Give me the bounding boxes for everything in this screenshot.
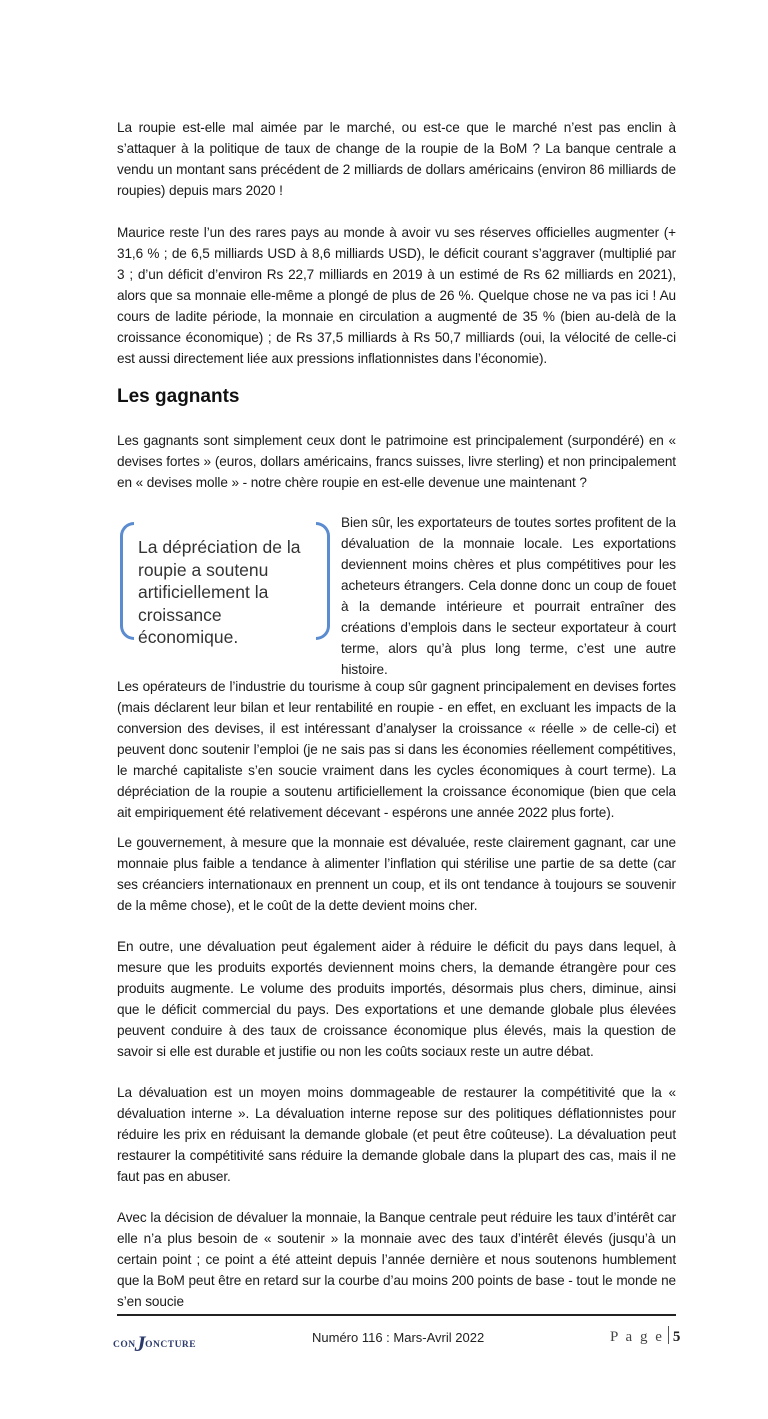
- paragraph-roupie-marche: La roupie est-elle mal aimée par le marché, ou est-ce que le marché n’est pas enclin à s’attaquer à la politique de taux de change de la roupie de la BoM ? La banque centrale a vendu un montant sans précédent de 2 milliards de dollars américains (environ 86 milliards de roupies) depuis mars 2020 !: [117, 120, 676, 198]
- paragraph-gouvernement: Le gouvernement, à mesure que la monnaie est dévaluée, reste clairement gagnant, car une monnaie plus faible a tendance à alimenter l’inflation qui stérilise une partie de sa dette (car ses créanciers internationaux en prennent un coup, et ils ont tendance à toujours se souvenir de la même chose), et le coût de la dette devient moins cher.: [117, 835, 676, 913]
- paragraph-deficit: En outre, une dévaluation peut également aider à réduire le déficit du pays dans lequel, à mesure que les produits exportés deviennent moins chers, la demande étrangère pour ces produits augmente. Le volume des produits importés, désormais plus chers, diminue, ainsi que le déficit commercial du pays. Des exportations et une demande globale plus élevées peuvent conduire à des taux de croissance économique plus élevés, mais la question de savoir si elle est durable et justifie ou non les coûts sociaux reste un autre débat.: [117, 939, 676, 1059]
- footer-divider: [117, 1314, 676, 1316]
- logo-text-prefix: CON: [113, 1340, 136, 1350]
- section-heading: Les gagnants: [117, 386, 240, 407]
- left-bracket-decoration: [120, 522, 134, 640]
- pull-quote: [120, 522, 330, 647]
- right-bracket-decoration: [316, 522, 330, 640]
- conjoncture-logo: [113, 1327, 197, 1356]
- page-number: 5: [672, 1329, 681, 1345]
- logo-text-suffix: ONCTURE: [145, 1340, 197, 1350]
- page-label: P a g e: [610, 1329, 664, 1345]
- paragraph-tourisme: Les opérateurs de l’industrie du tourisme à coup sûr gagnent principalement en devises fortes (mais déclarent leur bilan et leur rentabilité en roupie - en effet, en excluant les impacts de la conversion des devises, il est intéressant d’analyser la croissance « réelle » de celle-ci) et peuvent donc soutenir l’emploi (je ne sais pas si dans les économies réellement compétitives, le marché capitaliste s’en soucie vraiment dans les cycles économiques à court terme). La dépréciation de la roupie a soutenu artificiellement la croissance économique (bien que cela ait empiriquement été relativement décevant - espérons une année 2022 plus forte).: [117, 679, 676, 820]
- page-indicator: [610, 1326, 680, 1346]
- issue-label: Numéro 116 : Mars-Avril 2022: [312, 1330, 485, 1345]
- page-separator: [668, 1326, 669, 1344]
- paragraph-maurice-reserves: Maurice reste l’un des rares pays au monde à avoir vu ses réserves officielles augmenter (+ 31,6 % ; de 6,5 milliards USD à 8,6 milliards USD), le déficit courant s’aggraver (multiplié par 3 ; d’un déficit d’environ Rs 22,7 milliards en 2019 à un estimé de Rs 62 milliards en 2021), alors que sa monnaie elle-même a plongé de plus de 26 %. Quelque chose ne va pas ici ! Au cours de ladite période, la monnaie en circulation a augmenté de 35 % (bien au-delà de la croissance économique) ; de Rs 37,5 milliards à Rs 50,7 milliards (oui, la vélocité de celle-ci est aussi directement liée aux pressions inflationnistes dans l’économie).: [117, 225, 676, 366]
- logo-j-glyph: J: [134, 1331, 147, 1356]
- paragraph-gagnants: Les gagnants sont simplement ceux dont le patrimoine est principalement (surpondéré) en « devises fortes » (euros, dollars américains, francs suisses, livre sterling) et non principalement en « devises molle » - notre chère roupie en est-elle devenue une maintenant ?: [117, 433, 676, 490]
- pull-quote-text: La dépréciation de la roupie a soutenu artificiellement la croissance économique.: [138, 537, 301, 647]
- paragraph-devaluation-interne: La dévaluation est un moyen moins dommageable de restaurer la compétitivité que la « dévaluation interne ». La dévaluation interne repose sur des politiques déflationnistes pour réduire les prix en réduisant la demande globale (et peut être coûteuse). La dévaluation peut restaurer la compétitivité sans réduire la demande globale dans la plupart des cas, mais il ne faut pas en abuser.: [117, 1085, 676, 1184]
- paragraph-exportateurs: Bien sûr, les exportateurs de toutes sortes profitent de la dévaluation de la monnaie locale. Les exportations deviennent moins chères et plus compétitives pour les acheteurs étrangers. Cela donne donc un coup de fouet à la demande intérieure et pourrait entraîner des créations d’emplois dans le secteur exportateur à court terme, alors qu’à plus long terme, c’est une autre histoire.: [341, 515, 676, 677]
- paragraph-banque-centrale: Avec la décision de dévaluer la monnaie, la Banque centrale peut réduire les taux d’intérêt car elle n’a plus besoin de « soutenir » la monnaie avec des taux d’intérêt élevés (jusqu’à un certain point ; ce point a été atteint depuis l’année dernière et nous soutenons humblement que la BoM peut être en retard sur la courbe d’au moins 200 points de base - tout le monde ne s’en soucie: [117, 1210, 676, 1309]
